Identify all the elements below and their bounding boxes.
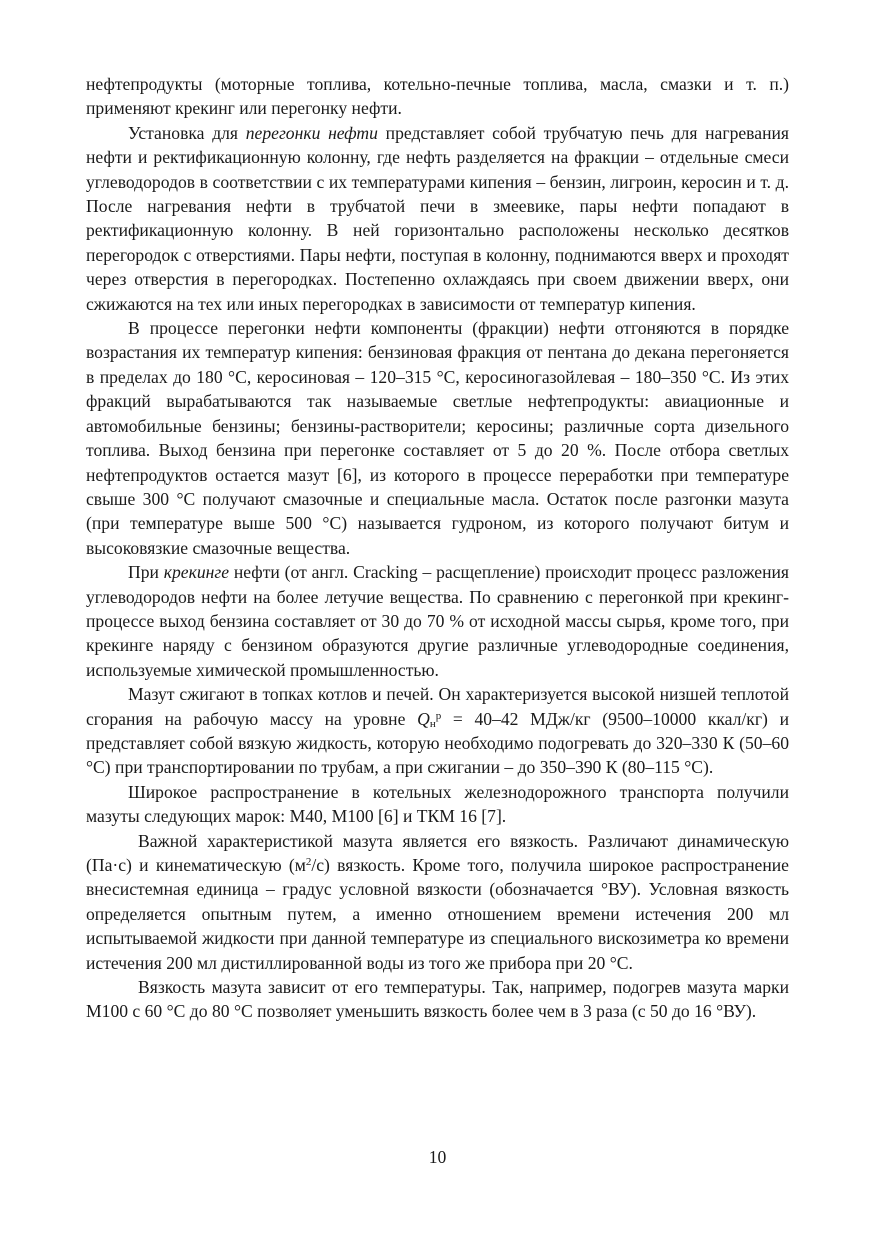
paragraph-fuel-oil-grades: Широкое распространение в котельных железнодорожного транспорта получили мазуты следующих марок: М40, М100 [6] и ТКМ 16 [7].: [86, 781, 789, 827]
paragraph-continuation: нефтепродукты (моторные топлива, котельно-печные топлива, масла, смазки и т. п.) применяют крекинг или перегонку нефти.: [86, 74, 789, 119]
paragraph-cracking: При крекинге нефти (от англ. Cracking – расщепление) происходит процесс разложения углеводородов нефти на более летучие вещества. По сравнению с перегонкой при крекинг-процессе выход бензина составляет от 30 до 70 % от исходной массы сырья, кроме того, при крекинге наряду с бензином образуются другие различные углеводородные соединения, используемые химической промышленностью.: [86, 562, 789, 680]
page-body: [86, 72, 789, 1024]
paragraph-viscosity: Важной характеристикой мазута является его вязкость. Различают динамическую (Па·с) и кинематическую $(м^2/с)$ вязкость. Кроме того, получила широкое распространение внесистемная единица – градус условной вязкости (обозначается °ВУ). Условная вязкость определяется опытным путем, а именно отношением времени истечения 200 мл испытываемой жидкости при данной температуре из специального вискозиметра ко времени истечения 200 мл дистиллированной воды из того же прибора при 20 °С.: [86, 830, 789, 973]
paragraph-fuel-oil-combustion: Мазут сжигают в топках котлов и печей. Он характеризуется высокой низшей теплотой сгорания на рабочую массу на уровне $Q_н^р = 40-42$ МДж/кг (9500–10000 ккал/кг) и представляет собой вязкую жидкость, которую необходимо подогревать до 320–330 К (50–60 °С) при транспортировании по трубам, а при сжигании – до 350–390 К (80–115 °С).: [86, 684, 789, 778]
page-number: 10: [428, 1147, 447, 1167]
formula-q: Q: [417, 708, 430, 729]
paragraph-fractions: В процессе перегонки нефти компоненты (фракции) нефти отгоняются в порядке возрастания их температур кипения: бензиновая фракция от пентана до декана перегоняется в пределах до 180 °С, керосиновая – 120–315 °С, керосиногазойлевая – 180–350 °С. Из этих фракций вырабатываются так называемые светлые нефтепродукты: авиационные и автомобильные бензины; бензины-растворители; керосины; различные сорта дизельного топлива. Выход бензина при перегонке составляет от 5 до 20 %. После отбора светлых нефтепродуктов остается мазут [6], из которого в процессе переработки при температуре свыше 300 °С получают смазочные и специальные масла. Остаток после разгонки мазута (при температуре выше 500 °С) называется гудроном, из которого получают битум и высоковязкие смазочные вещества.: [86, 318, 789, 558]
paragraph-distillation: Установка для перегонки нефти представляет собой трубчатую печь для нагревания нефти и ректификационную колонну, где нефть разделяется на фракции – отдельные смеси углеводородов в соответствии с их температурами кипения – бензин, лигроин, керосин и т. д. После нагревания нефти в трубчатой печи в змеевике, пары нефти попадают в ректификационную колонну. В ней горизонтально расположены несколько десятков перегородок с отверстиями. Пары нефти, поступая в колонну, поднимаются вверх и проходят через отверстия в перегородках. Постепенно охлаждаясь при своем движении вверх, они сжижаются на тех или иных перегородках в зависимости от температур кипения.: [86, 122, 789, 314]
paragraph-viscosity-temperature: Вязкость мазута зависит от его температуры. Так, например, подогрев мазута марки М100 с 60 °С до 80 °С позволяет уменьшить вязкость более чем в 3 раза (с 50 до 16 °ВУ).: [86, 977, 789, 1022]
term-distillation: перегонки нефти: [245, 122, 378, 143]
term-cracking: крекинге: [163, 562, 230, 583]
